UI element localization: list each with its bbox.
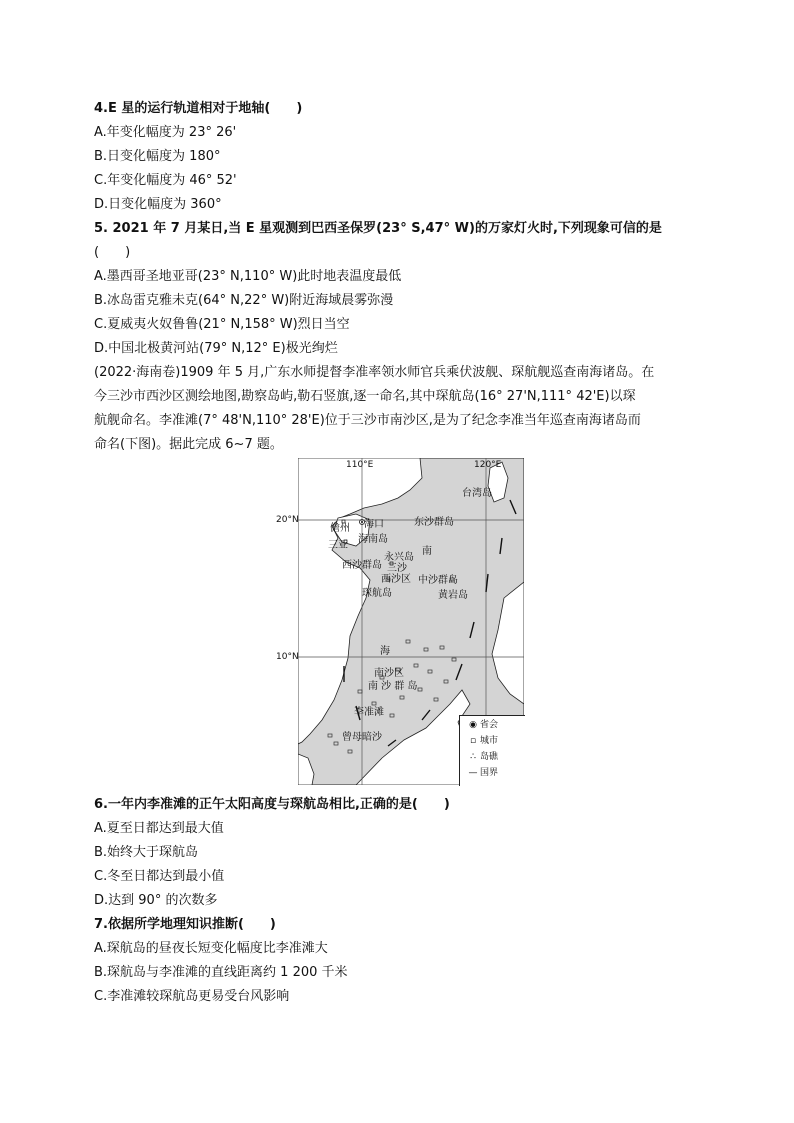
map-label-nansha-islands: 南 沙 群 岛	[368, 681, 418, 692]
map-label-huangyan: 黄岩岛	[438, 590, 468, 601]
q4-option-c: C.年变化幅度为 46° 52'	[94, 173, 237, 188]
q5-option-d: D.中国北极黄河站(79° N,12° E)极光绚烂	[94, 341, 338, 356]
q6-stem: 6.一年内李准滩的正午太阳高度与琛航岛相比,正确的是( )	[94, 797, 450, 812]
q4-option-b: B.日变化幅度为 180°	[94, 149, 221, 164]
q5-option-c: C.夏威夷火奴鲁鲁(21° N,158° W)烈日当空	[94, 317, 350, 332]
map-label-sansha: 三沙	[387, 563, 407, 574]
map-label-yongxing: 永兴岛	[384, 552, 414, 563]
map-lon-120: 120°E	[474, 460, 502, 470]
map-lat-20: 20°N	[276, 515, 299, 525]
q6-option-a: A.夏至日都达到最大值	[94, 821, 224, 836]
map-label-sanya: 三亚	[328, 540, 348, 551]
map-lat-10: 10°N	[276, 652, 299, 662]
q6-option-d: D.达到 90° 的次数多	[94, 893, 218, 908]
reef-symbol-icon: ∴	[470, 752, 476, 762]
map-label-zengmu: 曾母暗沙	[342, 732, 382, 743]
map-lon-110: 110°E	[346, 460, 374, 470]
legend-reef: ∴ 岛礁	[466, 751, 498, 763]
legend-capital: ◉ 省会	[466, 719, 498, 731]
map-label-hai: 海	[380, 646, 390, 657]
passage-line-1: (2022·海南卷)1909 年 5 月,广东水师提督李准率领水师官兵乘伏波舰、琛航舰巡查南海诸岛。在	[94, 365, 655, 380]
map-label-nan: 南	[422, 546, 432, 557]
map-label-taiwan: 台湾岛	[462, 488, 492, 499]
q7-option-c: C.李准滩较琛航岛更易受台风影响	[94, 989, 290, 1004]
map-label-nansha-district: 南沙区	[374, 668, 404, 679]
q6-option-c: C.冬至日都达到最小值	[94, 869, 225, 884]
passage-line-4: 命名(下图)。据此完成 6~7 题。	[94, 437, 283, 452]
legend-border: — 国界	[466, 767, 498, 779]
map-label-xisha-district: 西沙区	[381, 574, 411, 585]
map-label-xisha: 西沙群岛	[342, 560, 382, 571]
map-label-zhongsha: 中沙群岛	[418, 575, 458, 586]
q7-stem: 7.依据所学地理知识推断( )	[94, 917, 276, 932]
passage-line-3: 航舰命名。李准滩(7° 48'N,110° 28'E)位于三沙市南沙区,是为了纪念李准当年巡查南海诸岛而	[94, 413, 641, 428]
border-line-icon: —	[468, 768, 478, 778]
city-symbol-icon: ▫	[469, 736, 477, 746]
q6-option-b: B.始终大于琛航岛	[94, 845, 199, 860]
q4-option-a: A.年变化幅度为 23° 26'	[94, 125, 237, 140]
q5-stem-cont: ( )	[94, 245, 131, 260]
q4-option-d: D.日变化幅度为 360°	[94, 197, 222, 212]
passage-line-2: 今三沙市西沙区测绘地图,勘察岛屿,勒石竖旗,逐一命名,其中琛航岛(16° 27'N,111° 42'E)以琛	[94, 389, 636, 404]
q4-stem: 4.E 星的运行轨道相对于地轴( )	[94, 101, 303, 116]
map-label-danzhou: 儋州	[330, 523, 350, 534]
capital-symbol-icon: ◉	[469, 720, 477, 730]
q5-option-a: A.墨西哥圣地亚哥(23° N,110° W)此时地表温度最低	[94, 269, 402, 284]
map-label-hainan: 海南岛	[358, 534, 388, 545]
q7-option-a: A.琛航岛的昼夜长短变化幅度比李准滩大	[94, 941, 328, 956]
q5-stem: 5. 2021 年 7 月某日,当 E 星观测到巴西圣保罗(23° S,47° W)的万家灯火时,下列现象可信的是	[94, 221, 662, 236]
map-label-haikou: 海口	[364, 519, 384, 530]
q7-option-b: B.琛航岛与李准滩的直线距离约 1 200 千米	[94, 965, 348, 980]
map-label-lizhuntan: 李准滩	[354, 707, 384, 718]
legend-city: ▫ 城市	[466, 735, 498, 747]
q5-option-b: B.冰岛雷克雅未克(64° N,22° W)附近海域晨雾弥漫	[94, 293, 394, 308]
map-label-chenhang: 琛航岛	[362, 588, 392, 599]
map-legend	[459, 715, 525, 786]
map-label-dongsha: 东沙群岛	[414, 517, 454, 528]
